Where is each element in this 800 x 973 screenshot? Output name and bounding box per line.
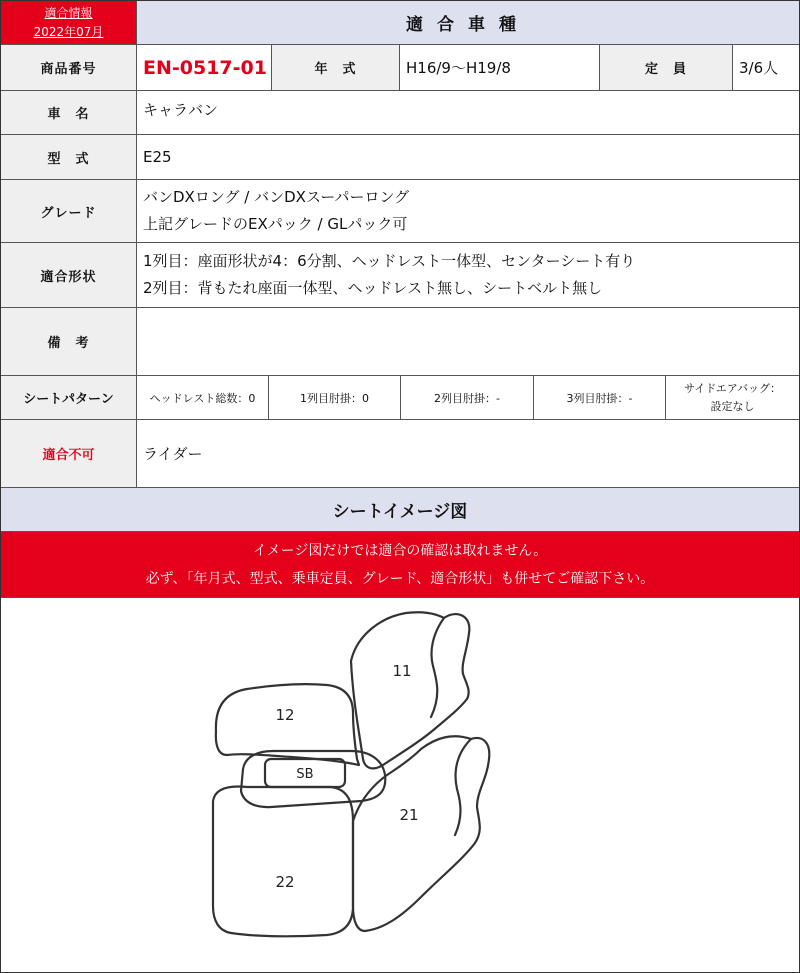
capacity-label: 定 員 [600, 45, 733, 90]
shape-value [137, 243, 799, 307]
capacity-value: 3/6人 [739, 59, 779, 77]
grade-label: グレード [1, 180, 137, 242]
seat-label-22: 22 [275, 873, 295, 891]
seat-image-title: シートイメージ図 [1, 488, 799, 531]
seat-21-outline [353, 736, 489, 931]
side-airbag-label: サイドエアバッグ： [684, 381, 781, 395]
shape-line-1: 1列目：座面形状が4：6分割、ヘッドレスト一体型、センターシート有り [143, 252, 636, 270]
vehicle-name: キャラバン [143, 101, 219, 119]
product-code: EN-0517-01 [137, 45, 272, 90]
model-value: E25 [143, 148, 172, 166]
shape-line-2: 2列目：背もたれ座面一体型、ヘッドレスト無し、シートベルト無し [143, 279, 603, 297]
seat-label-sb: SB [296, 767, 314, 782]
fitment-info-badge [1, 1, 137, 44]
grade-value [137, 180, 799, 242]
seat-image-title-row [1, 488, 799, 532]
product-code-label: 商品番号 [1, 45, 137, 90]
model-label: 型 式 [1, 135, 137, 179]
year-label: 年 式 [272, 45, 400, 90]
row1-armrest: 1列目肘掛：0 [269, 376, 401, 419]
seat-label-12: 12 [275, 706, 295, 724]
shape-label: 適合形状 [1, 243, 137, 307]
incompatible-row [1, 420, 799, 488]
incompatible-label: 適合不可 [1, 420, 137, 487]
grade-row [1, 180, 799, 243]
seat-22-outline [213, 787, 353, 937]
warning-line-2: 必ず、「年月式、型式、乗車定員、グレード、適合形状」も併せてご確認下さい。 [145, 571, 655, 587]
grade-line-1: バンDXロング / バンDXスーパーロング [143, 188, 410, 206]
year-value: H16/9～H19/8 [400, 45, 600, 90]
remarks-value [137, 308, 799, 375]
seat-11-headrest-line [431, 618, 444, 717]
remarks-row [1, 308, 799, 376]
seat-illustration [1, 598, 799, 972]
seat-label-21: 21 [399, 806, 419, 824]
seat-pattern-row [1, 376, 799, 420]
row3-armrest: 3列目肘掛：- [534, 376, 666, 419]
side-airbag [666, 376, 799, 419]
seat-11-outline [351, 612, 469, 768]
side-airbag-value: 設定なし [710, 399, 755, 413]
model-row [1, 135, 799, 180]
vehicle-name-row [1, 91, 799, 135]
seat-pattern-label: シートパターン [1, 376, 137, 419]
headrest-count: ヘッドレスト総数：0 [137, 376, 269, 419]
header-row [1, 1, 799, 45]
warning-line-1: イメージ図だけでは適合の確認は取れません。 [252, 543, 548, 559]
seat-21-headrest-line [455, 739, 471, 835]
seat-label-11: 11 [392, 662, 412, 680]
seat-12-outline [216, 684, 359, 765]
incompatible-value: ライダー [143, 445, 203, 463]
vehicle-name-label: 車 名 [1, 91, 137, 134]
grade-line-2: 上記グレードのEXパック / GLパック可 [143, 215, 408, 233]
badge-date: 2022年07月 [33, 24, 104, 39]
warning-banner [1, 532, 799, 598]
header-title: 適合車種 [137, 1, 799, 44]
product-row [1, 45, 799, 91]
shape-row [1, 243, 799, 308]
badge-title: 適合情報 [44, 5, 93, 20]
remarks-label: 備 考 [1, 308, 137, 375]
row2-armrest: 2列目肘掛：- [401, 376, 534, 419]
